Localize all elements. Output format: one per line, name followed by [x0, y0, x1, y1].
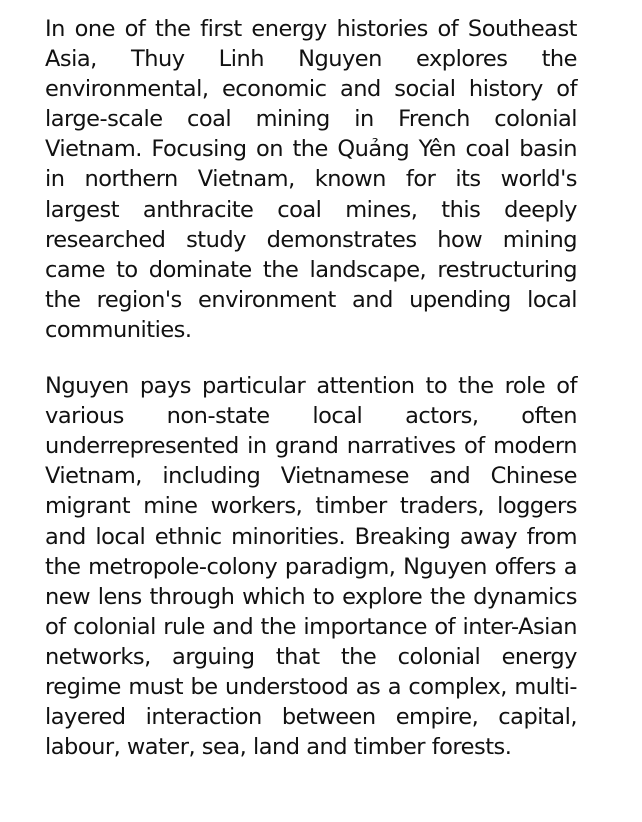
book-description: [45, 14, 577, 762]
description-paragraph-2: Nguyen pays particular attention to the role of various non-state local actors, often underrepresented in grand narratives of modern Vietnam, including Vietnamese and Chinese migrant mine workers, timber traders, loggers and local ethnic minorities. Breaking away from the metropole-colony paradigm, Nguyen offers a new lens through which to explore the dynamics of colonial rule and the importance of inter-Asian networks, arguing that the colonial energy regime must be understood as a complex, multi-layered interaction between empire, capital, labour, water, sea, land and timber forests.: [45, 373, 577, 761]
description-paragraph-1: In one of the first energy histories of Southeast Asia, Thuy Linh Nguyen explores the environmental, economic and social history of large-scale coal mining in French colonial Vietnam. Focusing on the Quảng Yên coal basin in northern Vietnam, known for its world's largest anthracite coal mines, this deeply researched study demonstrates how mining came to dominate the landscape, restructuring the region's environment and upending local communities.: [45, 16, 577, 343]
